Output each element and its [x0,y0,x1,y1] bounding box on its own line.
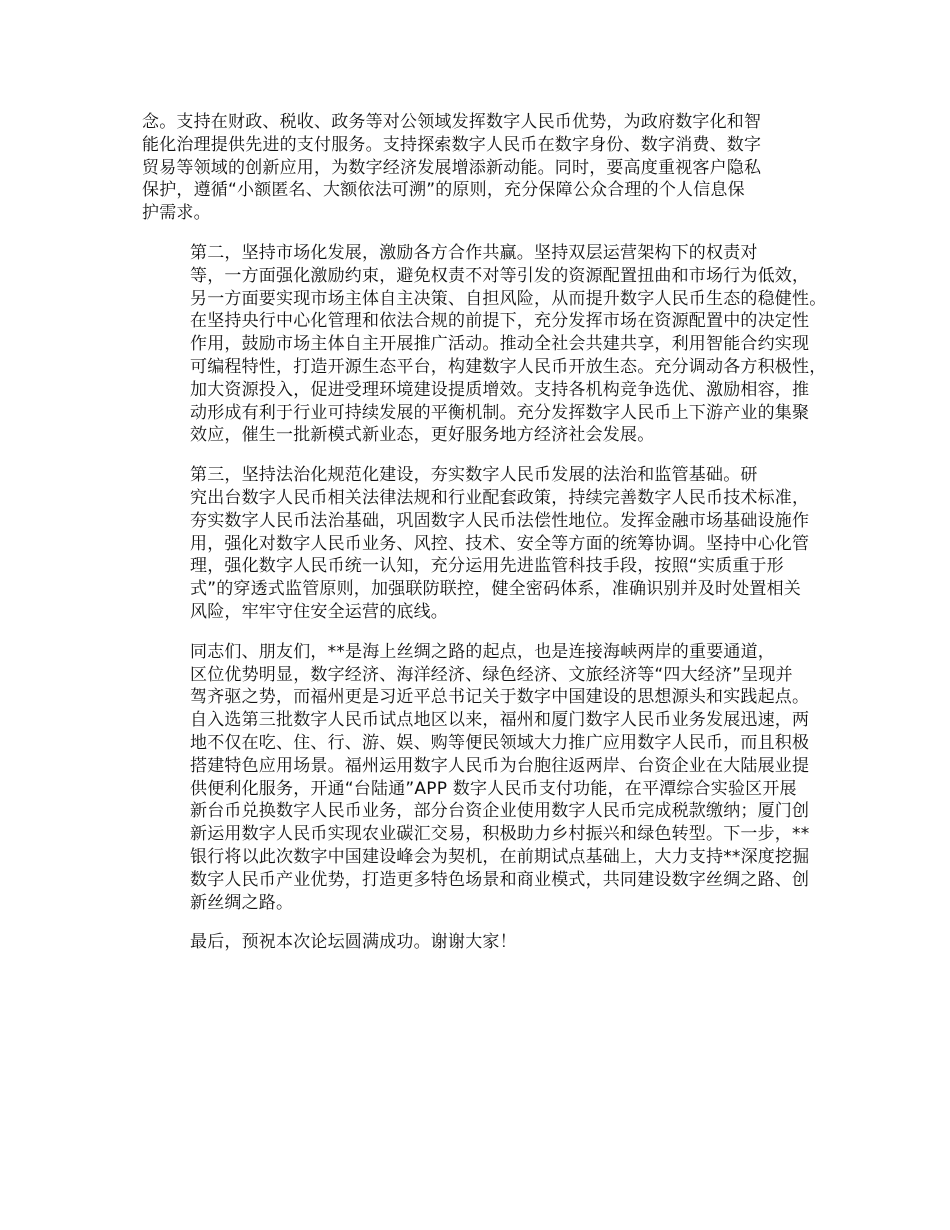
text-line: 能化治理提供先进的支付服务。支持探索数字人民币在数字身份、数字消费、数字 [142,134,762,155]
text-line: 新运用数字人民币实现农业碳汇交易，积极助力乡村振兴和绿色转型。下一步，** [190,824,810,845]
text-line: 驾齐驱之势，而福州更是习近平总书记关于数字中国建设的思想源头和实践起点。 [190,687,810,708]
paragraph-1 [142,111,832,225]
text-line: 同志们、朋友们，**是海上丝绸之路的起点，也是连接海峡两岸的重要通道， [190,641,775,662]
text-line: 最后，预祝本次论坛圆满成功。谢谢大家！ [190,932,517,953]
text-line: 新台币兑换数字人民币业务，部分台资企业使用数字人民币完成税款缴纳；厦门创 [190,801,810,822]
text-line: 自入选第三批数字人民币试点地区以来，福州和厦门数字人民币业务发展迅速，两 [190,710,810,731]
text-line: 供便利化服务，开通“台陆通”APP 数字人民币支付功能，在平潭综合实验区开展 [190,778,797,799]
text-line: 动形成有利于行业可持续发展的平衡机制。充分发挥数字人民币上下游产业的集聚 [190,402,810,423]
paragraph-3 [142,464,832,624]
text-line: 理，强化数字人民币统一认知，充分运用先进监管科技手段，按照“实质重于形 [190,556,784,577]
text-line: 加大资源投入，促进受理环境建设提质增效。支持各机构竞争选优、激励相容，推 [190,379,810,400]
text-line: 用，强化对数字人民币业务、风控、技术、安全等方面的统筹协调。坚持中心化管 [190,533,810,554]
document-body [142,111,832,971]
text-line: 银行将以此次数字中国建设峰会为契机，在前期试点基础上，大力支持**深度挖掘 [190,846,810,867]
text-line: 保护，遵循“小额匿名、大额依法可溯”的原则，充分保障公众合理的个人信息保 [142,180,745,201]
text-line: 夯实数字人民币法治基础，巩固数字人民币法偿性地位。发挥金融市场基础设施作 [190,510,810,531]
text-line: 等，一方面强化激励约束，避免权责不对等引发的资源配置扭曲和市场行为低效， [190,265,810,286]
text-line: 在坚持央行中心化管理和依法合规的前提下，充分发挥市场在资源配置中的决定性 [190,311,810,332]
text-line: 新丝绸之路。 [190,892,294,913]
text-line: 搭建特色应用场景。福州运用数字人民币为台胞往返两岸、台资企业在大陆展业提 [190,755,810,776]
text-line: 式”的穿透式监管原则，加强联防联控，健全密码体系，准确识别并及时处置相关 [190,579,802,600]
paragraph-4 [142,641,832,915]
text-line: 贸易等领域的创新应用，为数字经济发展增添新动能。同时，要高度重视客户隐私 [142,157,762,178]
text-line: 第三，坚持法治化规范化建设，夯实数字人民币发展的法治和监管基础。研 [190,465,758,486]
text-line: 第二，坚持市场化发展，激励各方合作共赢。坚持双层运营架构下的权责对 [190,242,758,263]
text-line: 地不仅在吃、住、行、游、娱、购等便民领域大力推广应用数字人民币，而且积极 [190,732,810,753]
text-line: 效应，催生一批新模式新业态，更好服务地方经济社会发展。 [190,425,655,446]
text-line: 可编程特性，打造开源生态平台，构建数字人民币开放生态。充分调动各方积极性， [190,356,827,377]
text-line: 区位优势明显，数字经济、海洋经济、绿色经济、文旅经济等“四大经济”呈现并 [190,664,793,685]
paragraph-2 [142,242,832,447]
text-line: 护需求。 [142,203,211,224]
text-line: 另一方面要实现市场主体自主决策、自担风险，从而提升数字人民币生态的稳健性。 [190,288,827,309]
text-line: 风险，牢牢守住安全运营的底线。 [190,601,448,622]
paragraph-5 [142,931,832,954]
text-line: 念。支持在财政、税收、政务等对公领域发挥数字人民币优势，为政府数字化和智 [142,112,762,132]
text-line: 数字人民币产业优势，打造更多特色场景和商业模式，共同建设数字丝绸之路、创 [190,869,810,890]
text-line: 究出台数字人民币相关法律法规和行业配套政策，持续完善数字人民币技术标准， [190,487,810,508]
text-line: 作用，鼓励市场主体自主开展推广活动。推动全社会共建共享，利用智能合约实现 [190,334,810,355]
